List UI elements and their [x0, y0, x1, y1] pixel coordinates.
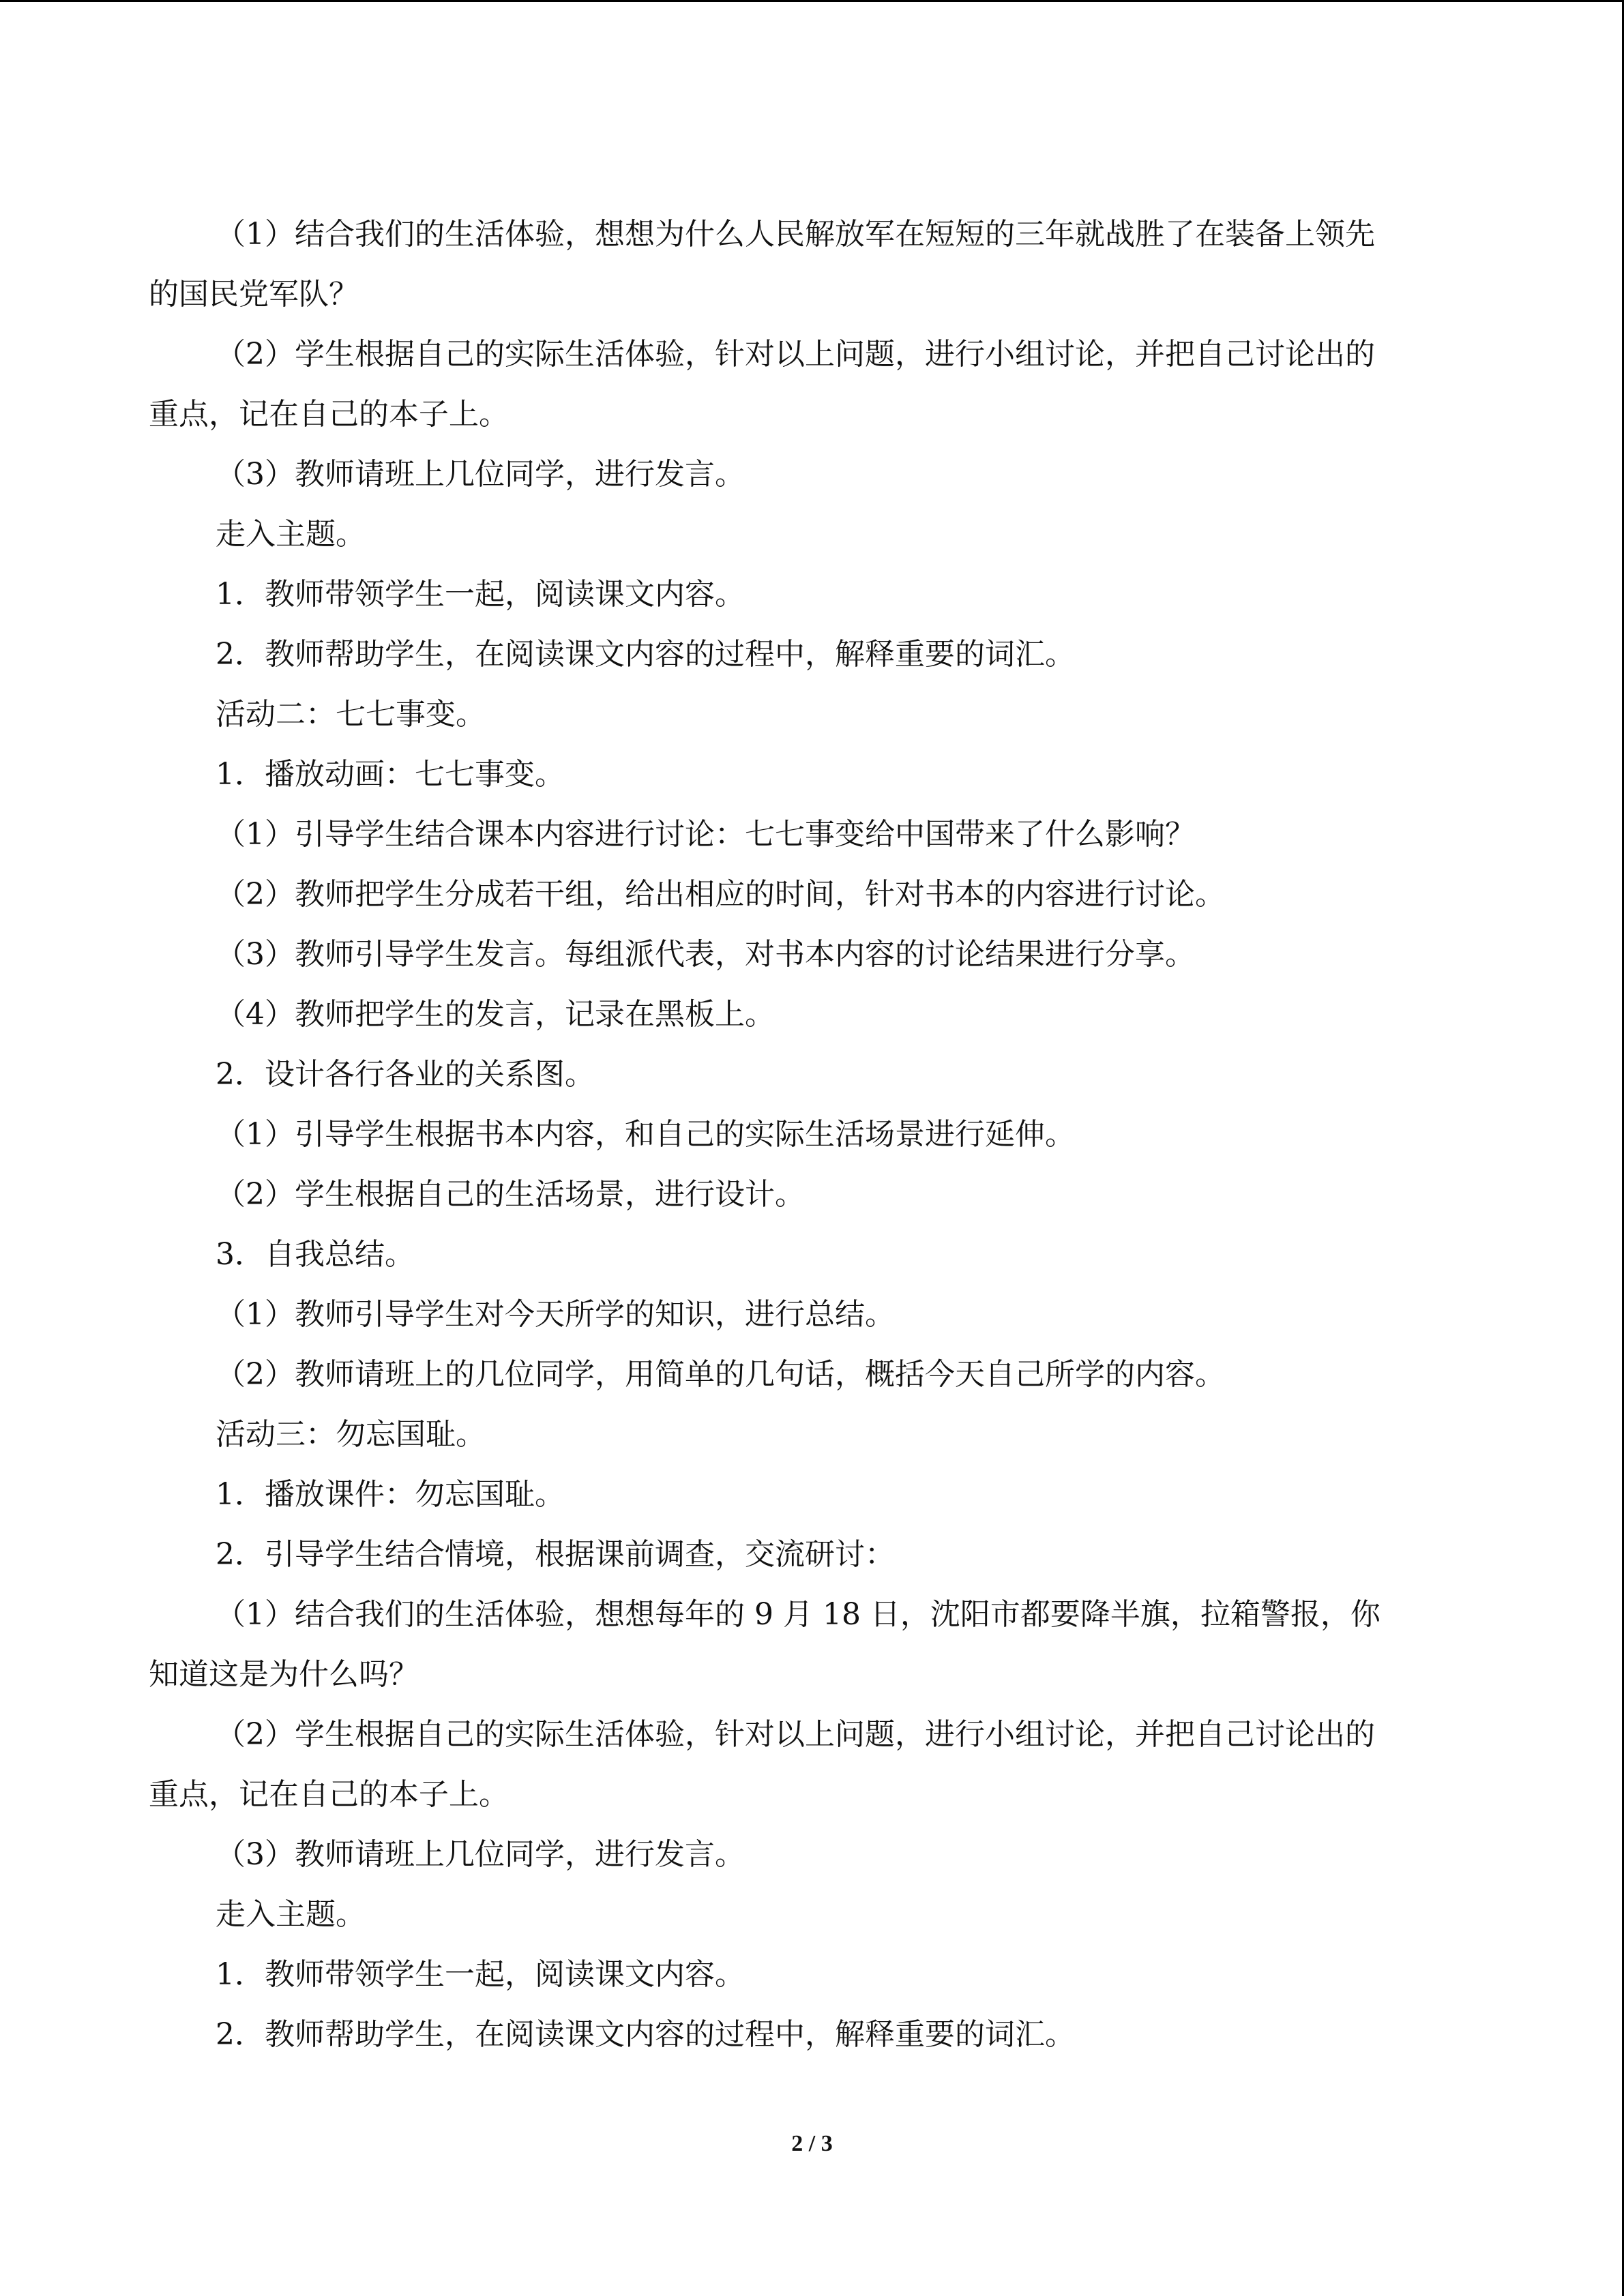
list-item: 3．自我总结。	[216, 1237, 415, 1272]
paragraph-line: （1）结合我们的生活体验，想想每年的 9 月 18 日，沈阳市都要降半旗，拉箱警报，你	[216, 1597, 1381, 1632]
section-heading: 活动二：七七事变。	[216, 697, 486, 732]
list-item: （1）教师引导学生对今天所学的知识，进行总结。	[216, 1297, 895, 1332]
list-item: （2）学生根据自己的生活场景，进行设计。	[216, 1177, 805, 1212]
section-heading: 走入主题。	[216, 1897, 366, 1932]
list-item: 1．播放课件：勿忘国耻。	[216, 1477, 565, 1512]
paragraph-line: 知道这是为什么吗？	[149, 1657, 419, 1692]
list-item: 2．设计各行各业的关系图。	[216, 1057, 595, 1092]
paragraph-line: （2）学生根据自己的实际生活体验，针对以上问题，进行小组讨论，并把自己讨论出的	[216, 1717, 1375, 1752]
list-item: 2．引导学生结合情境，根据课前调查，交流研讨：	[216, 1537, 895, 1572]
list-item: （4）教师把学生的发言，记录在黑板上。	[216, 997, 775, 1032]
page-number: 2 / 3	[791, 2131, 833, 2156]
list-item: 1．播放动画：七七事变。	[216, 757, 565, 792]
paragraph-line: （3）教师请班上几位同学，进行发言。	[216, 457, 745, 492]
paragraph-line: （3）教师请班上几位同学，进行发言。	[216, 1837, 745, 1872]
list-item: （3）教师引导学生发言。每组派代表，对书本内容的讨论结果进行分享。	[216, 937, 1195, 972]
list-item: 1．教师带领学生一起，阅读课文内容。	[216, 577, 745, 612]
page-top-rule	[0, 0, 1624, 2]
document-body	[149, 205, 1479, 2065]
section-heading: 走入主题。	[216, 517, 366, 552]
paragraph-line: 重点，记在自己的本子上。	[149, 397, 509, 432]
list-item: （2）教师把学生分成若干组，给出相应的时间，针对书本的内容进行讨论。	[216, 877, 1225, 912]
paragraph-line: 重点，记在自己的本子上。	[149, 1777, 509, 1812]
list-item: 1．教师带领学生一起，阅读课文内容。	[216, 1957, 745, 1992]
paragraph-line: （1）结合我们的生活体验，想想为什么人民解放军在短短的三年就战胜了在装备上领先	[216, 217, 1375, 252]
section-heading: 活动三：勿忘国耻。	[216, 1417, 486, 1452]
paragraph-line: （2）学生根据自己的实际生活体验，针对以上问题，进行小组讨论，并把自己讨论出的	[216, 337, 1375, 372]
paragraph-line: 的国民党军队？	[149, 277, 359, 312]
list-item: 2．教师帮助学生，在阅读课文内容的过程中，解释重要的词汇。	[216, 2017, 1075, 2052]
list-item: （1）引导学生根据书本内容，和自己的实际生活场景进行延伸。	[216, 1117, 1075, 1152]
list-item: 2．教师帮助学生，在阅读课文内容的过程中，解释重要的词汇。	[216, 637, 1075, 672]
list-item: （1）引导学生结合课本内容进行讨论：七七事变给中国带来了什么影响？	[216, 817, 1195, 852]
list-item: （2）教师请班上的几位同学，用简单的几句话，概括今天自己所学的内容。	[216, 1357, 1225, 1392]
